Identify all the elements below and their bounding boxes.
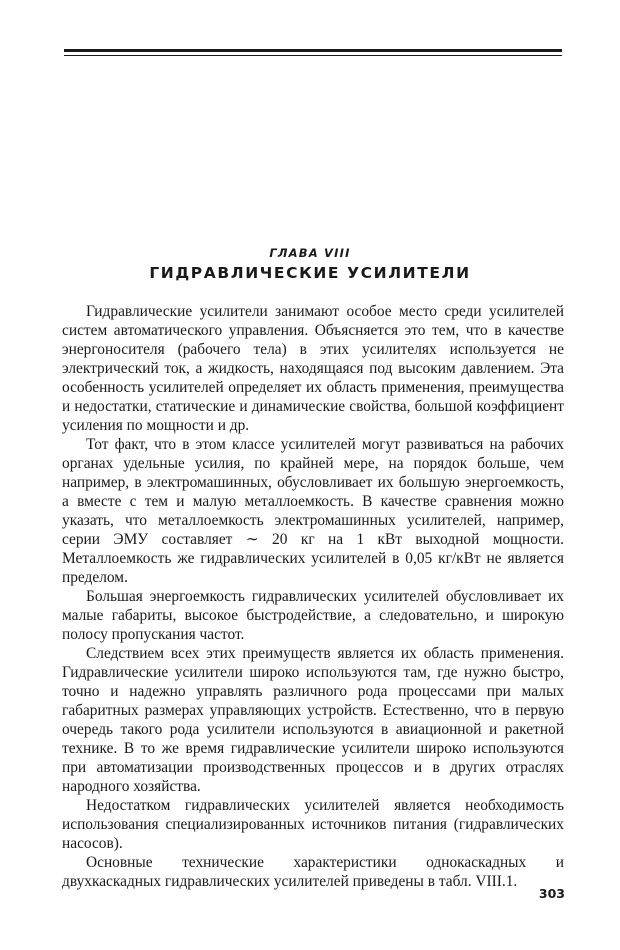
paragraph: Тот факт, что в этом классе усилителей могут развиваться на рабочих органах удельные усилия, по крайней мере, на порядок больше, чем например, в электромашинных, обусловливает их большую энергоемкость, а вместе с тем и малую металлоемкость. В качестве сравнения можно указать, что металлоемкость электромашинных усилителей, например, серии ЭМУ составляет ∼ 20 кг на 1 кВт выходной мощности. Металлоемкость же гидравлических усилителей в 0,05 кг/кВт не является пределом. [62,436,564,586]
paragraph: Большая энергоемкость гидравлических усилителей обусловливает их малые габариты, высокое быстродействие, а следовательно, и широкую полосу пропускания частот. [62,588,564,643]
header-rule-thin [64,55,562,56]
paragraph: Гидравлические усилители занимают особое место среди усилителей систем автоматического управления. Объясняется это тем, что в качестве энергоносителя (рабочего тела) в этих усилителях используется не электрический ток, а жидкость, находящаяся под высоким давлением. Эта особенность усилителей определяет их область применения, преимущества и недостатки, статические и динамические свойства, большой коэффициент усиления по мощности и др. [62,303,564,434]
paragraph: Основные технические характеристики однокаскадных и двухкаскадных гидравлических усилителей приведены в табл. VIII.1. [62,854,564,890]
chapter-title: ГИДРАВЛИЧЕСКИЕ УСИЛИТЕЛИ [149,264,471,282]
header-rule-thick [64,49,562,52]
chapter-label: ГЛАВА VIII [269,246,351,260]
paragraph: Следствием всех этих преимуществ является их область применения. Гидравлические усилители широко используются там, где нужно быстро, точно и надежно управлять различного рода процессами при малых габаритных размерах управляющих устройств. Естественно, что в первую очередь такого рода усилители используются в авиационной и ракетной технике. В то же время гидравлические усилители широко используются при автоматизации производственных процессов и в других отраслях народного хозяйства. [62,645,564,795]
body-text [62,302,564,891]
paragraph: Недостатком гидравлических усилителей является необходимость использования специализированных источников питания (гидравлических насосов). [62,797,564,852]
page-number: 303 [538,886,565,901]
